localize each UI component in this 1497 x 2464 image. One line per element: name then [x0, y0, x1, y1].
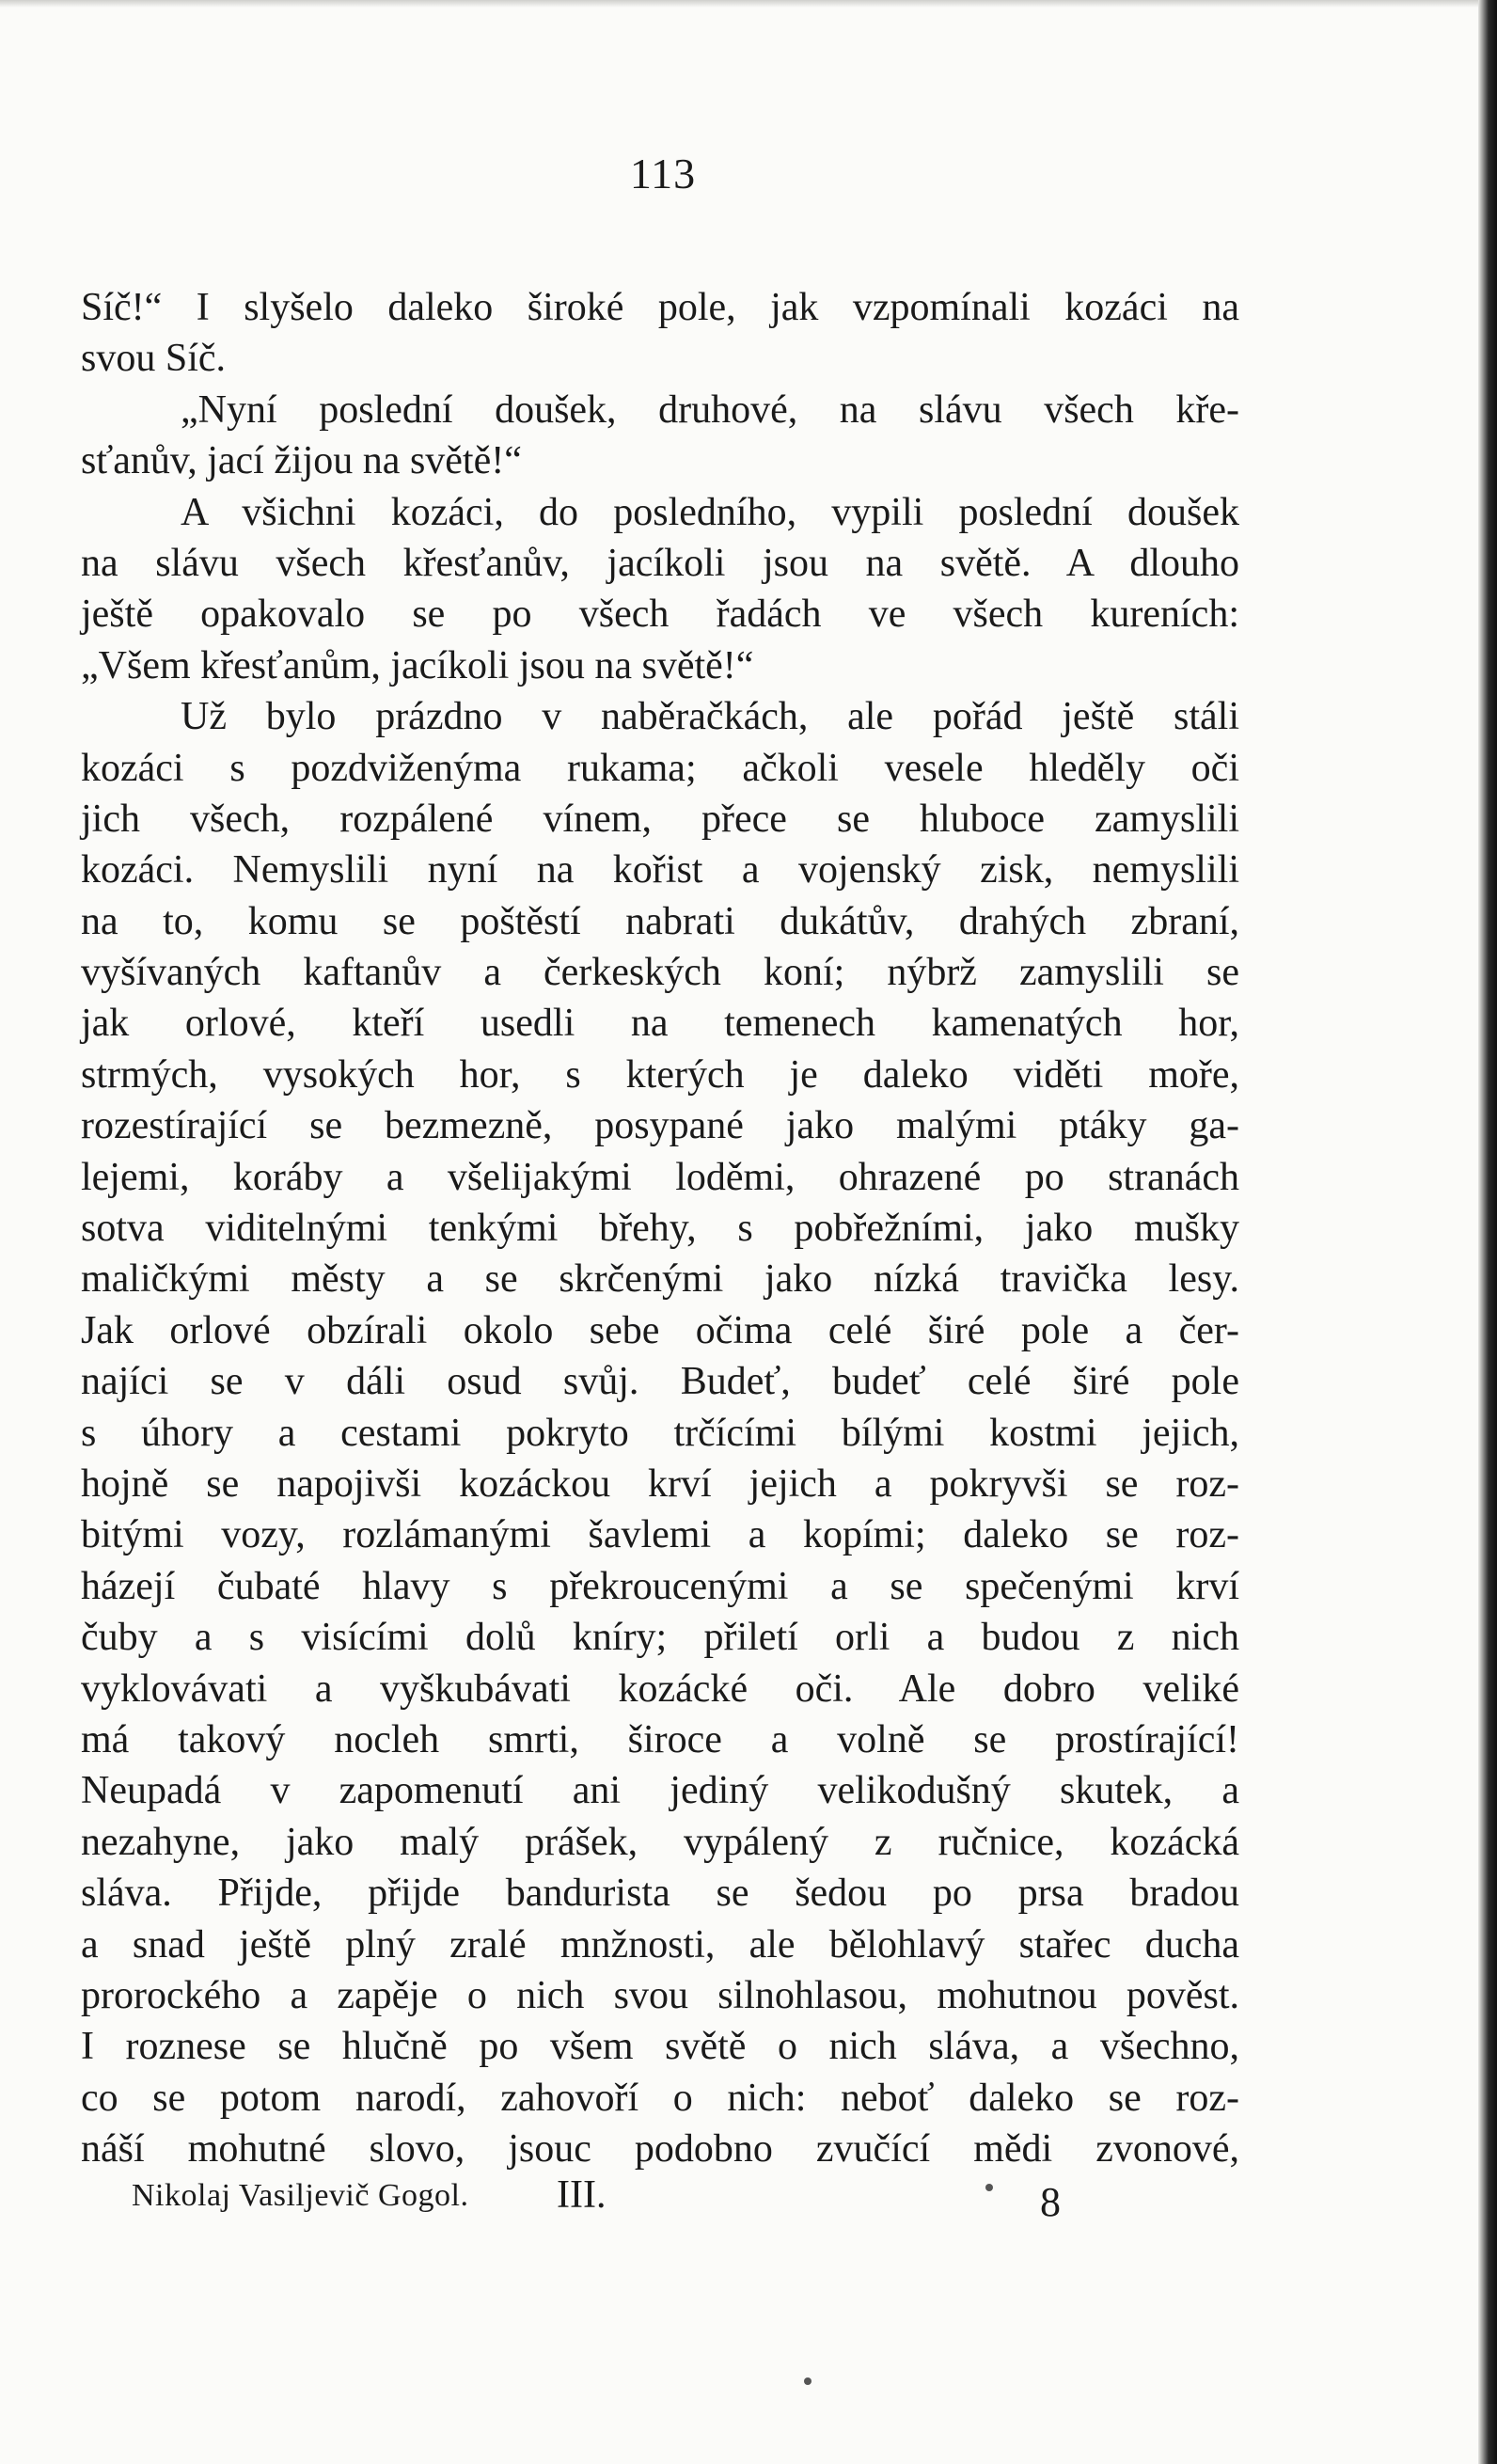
text-line: čuby a s visícími dolů kníry; přiletí orli a budou z nich — [81, 1616, 1239, 1660]
text-line: maličkými městy a se skrčenými jako nízká travička lesy. — [81, 1257, 1239, 1302]
text-line: a snad ještě plný zralé mnžnosti, ale bělohlavý stařec ducha — [81, 1922, 1239, 1966]
text-line: na to, komu se poštěstí nabrati dukátův, drahých zbraní, — [81, 899, 1239, 943]
text-line: vyklovávati a vyškubávati kozácké oči. Ale dobro veliké — [81, 1666, 1239, 1711]
text-line: rozestírající se bezmezně, posypané jako malými ptáky ga- — [81, 1104, 1239, 1148]
print-speck — [804, 2377, 812, 2385]
text-line: házejí čubaté hlavy s překroucenými a se spečenými krví — [81, 1564, 1239, 1608]
text-line: nezahyne, jako malý prášek, vypálený z ručnice, kozácká — [81, 1820, 1239, 1864]
text-line: najíci se v dáli osud svůj. Budeť, budeť celé širé pole — [81, 1360, 1239, 1404]
text-line: jak orlové, kteří usedli na temenech kamenatých hor, — [81, 1002, 1239, 1046]
text-line: Neupadá v zapomenutí ani jediný velikodušný skutek, a — [81, 1769, 1239, 1813]
text-line: kozáci s pozdviženýma rukama; ačkoli vesele hleděly oči — [81, 746, 1239, 790]
page-right-edge — [1478, 0, 1497, 2464]
text-line: Síč!“ I slyšelo daleko široké pole, jak vzpomínali kozáci na — [81, 286, 1239, 329]
text-line: Už bylo prázdno v naběračkách, ale pořád ještě stáli — [181, 695, 1239, 739]
text-line: strmých, vysokých hor, s kterých je daleko viděti moře, — [81, 1052, 1239, 1097]
footer-author: Nikolaj Vasiljevič Gogol. — [132, 2178, 469, 2213]
text-line: sťanův, jací žijou na světě!“ — [81, 439, 522, 483]
text-line: „Nyní poslední doušek, druhové, na slávu všech kře- — [181, 387, 1239, 432]
text-line: hojně se napojivši kozáckou krví jejich a pokryvši se roz- — [81, 1461, 1239, 1506]
text-line: prorockého a zapěje o nich svou silnohlasou, mohutnou pověst. — [81, 1973, 1239, 2017]
text-line: má takový nocleh smrti, široce a volně se prostírající! — [81, 1717, 1239, 1761]
text-line: „Všem křesťanům, jacíkoli jsou na světě!“ — [81, 643, 754, 687]
text-line: sláva. Přijde, přijde bandurista se šedou po prsa bradou — [81, 1872, 1239, 1916]
text-line: náší mohutné slovo, jsouc podobno zvučící mědi zvonové, — [81, 2127, 1239, 2172]
text-line: Jak orlové obzírali okolo sebe očima celé širé pole a čer- — [81, 1308, 1239, 1352]
text-line: ještě opakovalo se po všech řadách ve všech kureních: — [81, 592, 1239, 637]
footer-sheet-number: 8 — [1040, 2179, 1061, 2225]
footer-volume: III. — [557, 2173, 607, 2217]
text-line: bitými vozy, rozlámanými šavlemi a kopími; daleko se roz- — [81, 1513, 1239, 1557]
signature-footer — [132, 2172, 1072, 2229]
text-line: kozáci. Nemyslili nyní na kořist a vojenský zisk, nemyslili — [81, 848, 1239, 892]
body-text — [81, 282, 1239, 2174]
text-line: s úhory a cestami pokryto trčícími bílými kostmi jejich, — [81, 1411, 1239, 1455]
text-line: lejemi, koráby a všelijakými loděmi, ohrazené po stranách — [81, 1155, 1239, 1199]
text-line: A všichni kozáci, do posledního, vypili poslední doušek — [181, 490, 1239, 534]
text-line: jich všech, rozpálené vínem, přece se hluboce zamyslili — [81, 797, 1239, 841]
print-speck — [985, 2184, 993, 2191]
page-number: 113 — [629, 150, 697, 197]
text-line: co se potom narodí, zahovoří o nich: neboť daleko se roz- — [81, 2076, 1239, 2120]
text-line: I roznese se hlučně po všem světě o nich sláva, a všechno, — [81, 2025, 1239, 2069]
text-line: na slávu všech křesťanův, jacíkoli jsou na světě. A dlouho — [81, 541, 1239, 585]
text-line: sotva viditelnými tenkými břehy, s pobřežními, jako mušky — [81, 1207, 1239, 1251]
page-top-edge — [0, 0, 1497, 8]
text-line: vyšívaných kaftanův a čerkeských koní; nýbrž zamyslili se — [81, 951, 1239, 995]
text-line: svou Síč. — [81, 337, 227, 381]
